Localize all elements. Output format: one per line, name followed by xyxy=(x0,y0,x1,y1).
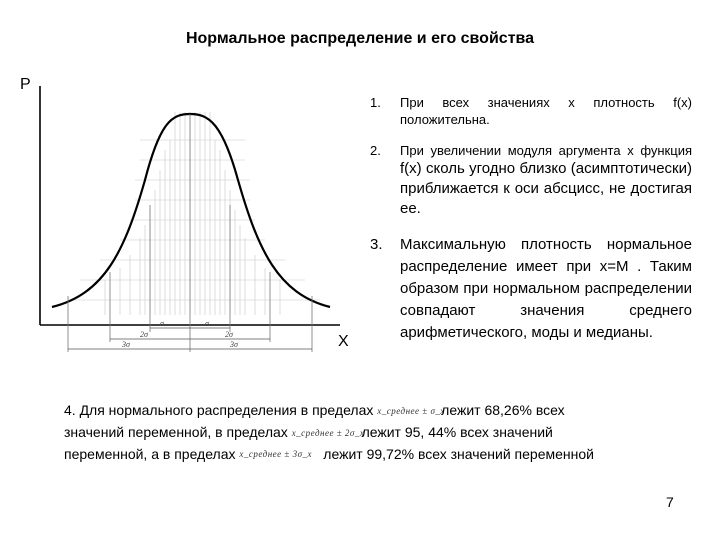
property-item-1 xyxy=(370,94,692,128)
two-sigma-label-left: 2σ xyxy=(140,330,148,339)
property-text-small: При увеличении модуля аргумента x функция xyxy=(400,143,692,158)
three-sigma-label-left: 3σ xyxy=(122,340,130,349)
property-number: 2. xyxy=(370,143,381,158)
line3-end: лежит 99,72% всех значений переменной xyxy=(323,445,594,462)
sigma-label-left: σ xyxy=(160,319,164,328)
bottom-line-2 xyxy=(64,422,674,444)
formula-two-sigma: x_среднее ± 2σ_x xyxy=(291,427,365,438)
y-axis-label: P xyxy=(20,76,31,93)
line3-start: переменной, а в пределах xyxy=(64,445,236,462)
normal-curve xyxy=(52,114,330,307)
property-text: При всех значениях x плотность f(x) положительна. xyxy=(400,95,692,127)
property-item-2 xyxy=(370,142,692,219)
line1-end: лежит 68,26% всех xyxy=(441,402,565,418)
property-number: 1. xyxy=(370,95,381,110)
property-text: Максимальную плотность нормальное распределение имеет при x=M . Таким образом при нормальном распределении совпадают значения среднего арифметического, моды и медианы. xyxy=(400,236,692,341)
page-number: 7 xyxy=(666,494,674,510)
line2-end: лежит 95, 44% всех значений xyxy=(361,423,553,440)
three-sigma-label-right: 3σ xyxy=(230,340,238,349)
bottom-line-1 xyxy=(64,400,674,422)
x-axis-label: X xyxy=(338,333,349,350)
property-number: 3. xyxy=(370,236,383,253)
slide-title: Нормальное распределение и его свойства xyxy=(185,30,535,47)
formula-one-sigma: x_среднее ± σ_x xyxy=(377,405,445,416)
bottom-line-3 xyxy=(64,444,674,466)
formula-three-sigma: x_среднее ± 3σ_x xyxy=(239,449,313,460)
two-sigma-label-right: 2σ xyxy=(225,330,233,339)
graph-grid xyxy=(70,112,320,315)
property-text-large: f(x) сколь угодно близко (асимптотически) приближается к оси абсцисс, не достигая ее. xyxy=(400,160,692,217)
property-item-3 xyxy=(370,234,692,344)
line2-start: значений переменной, в пределах xyxy=(64,423,288,440)
sigma-label-right: σ xyxy=(205,319,209,328)
line1-start: 4. Для нормального распределения в пределах xyxy=(64,402,374,418)
bottom-paragraph xyxy=(64,400,674,465)
properties-list xyxy=(370,94,692,344)
